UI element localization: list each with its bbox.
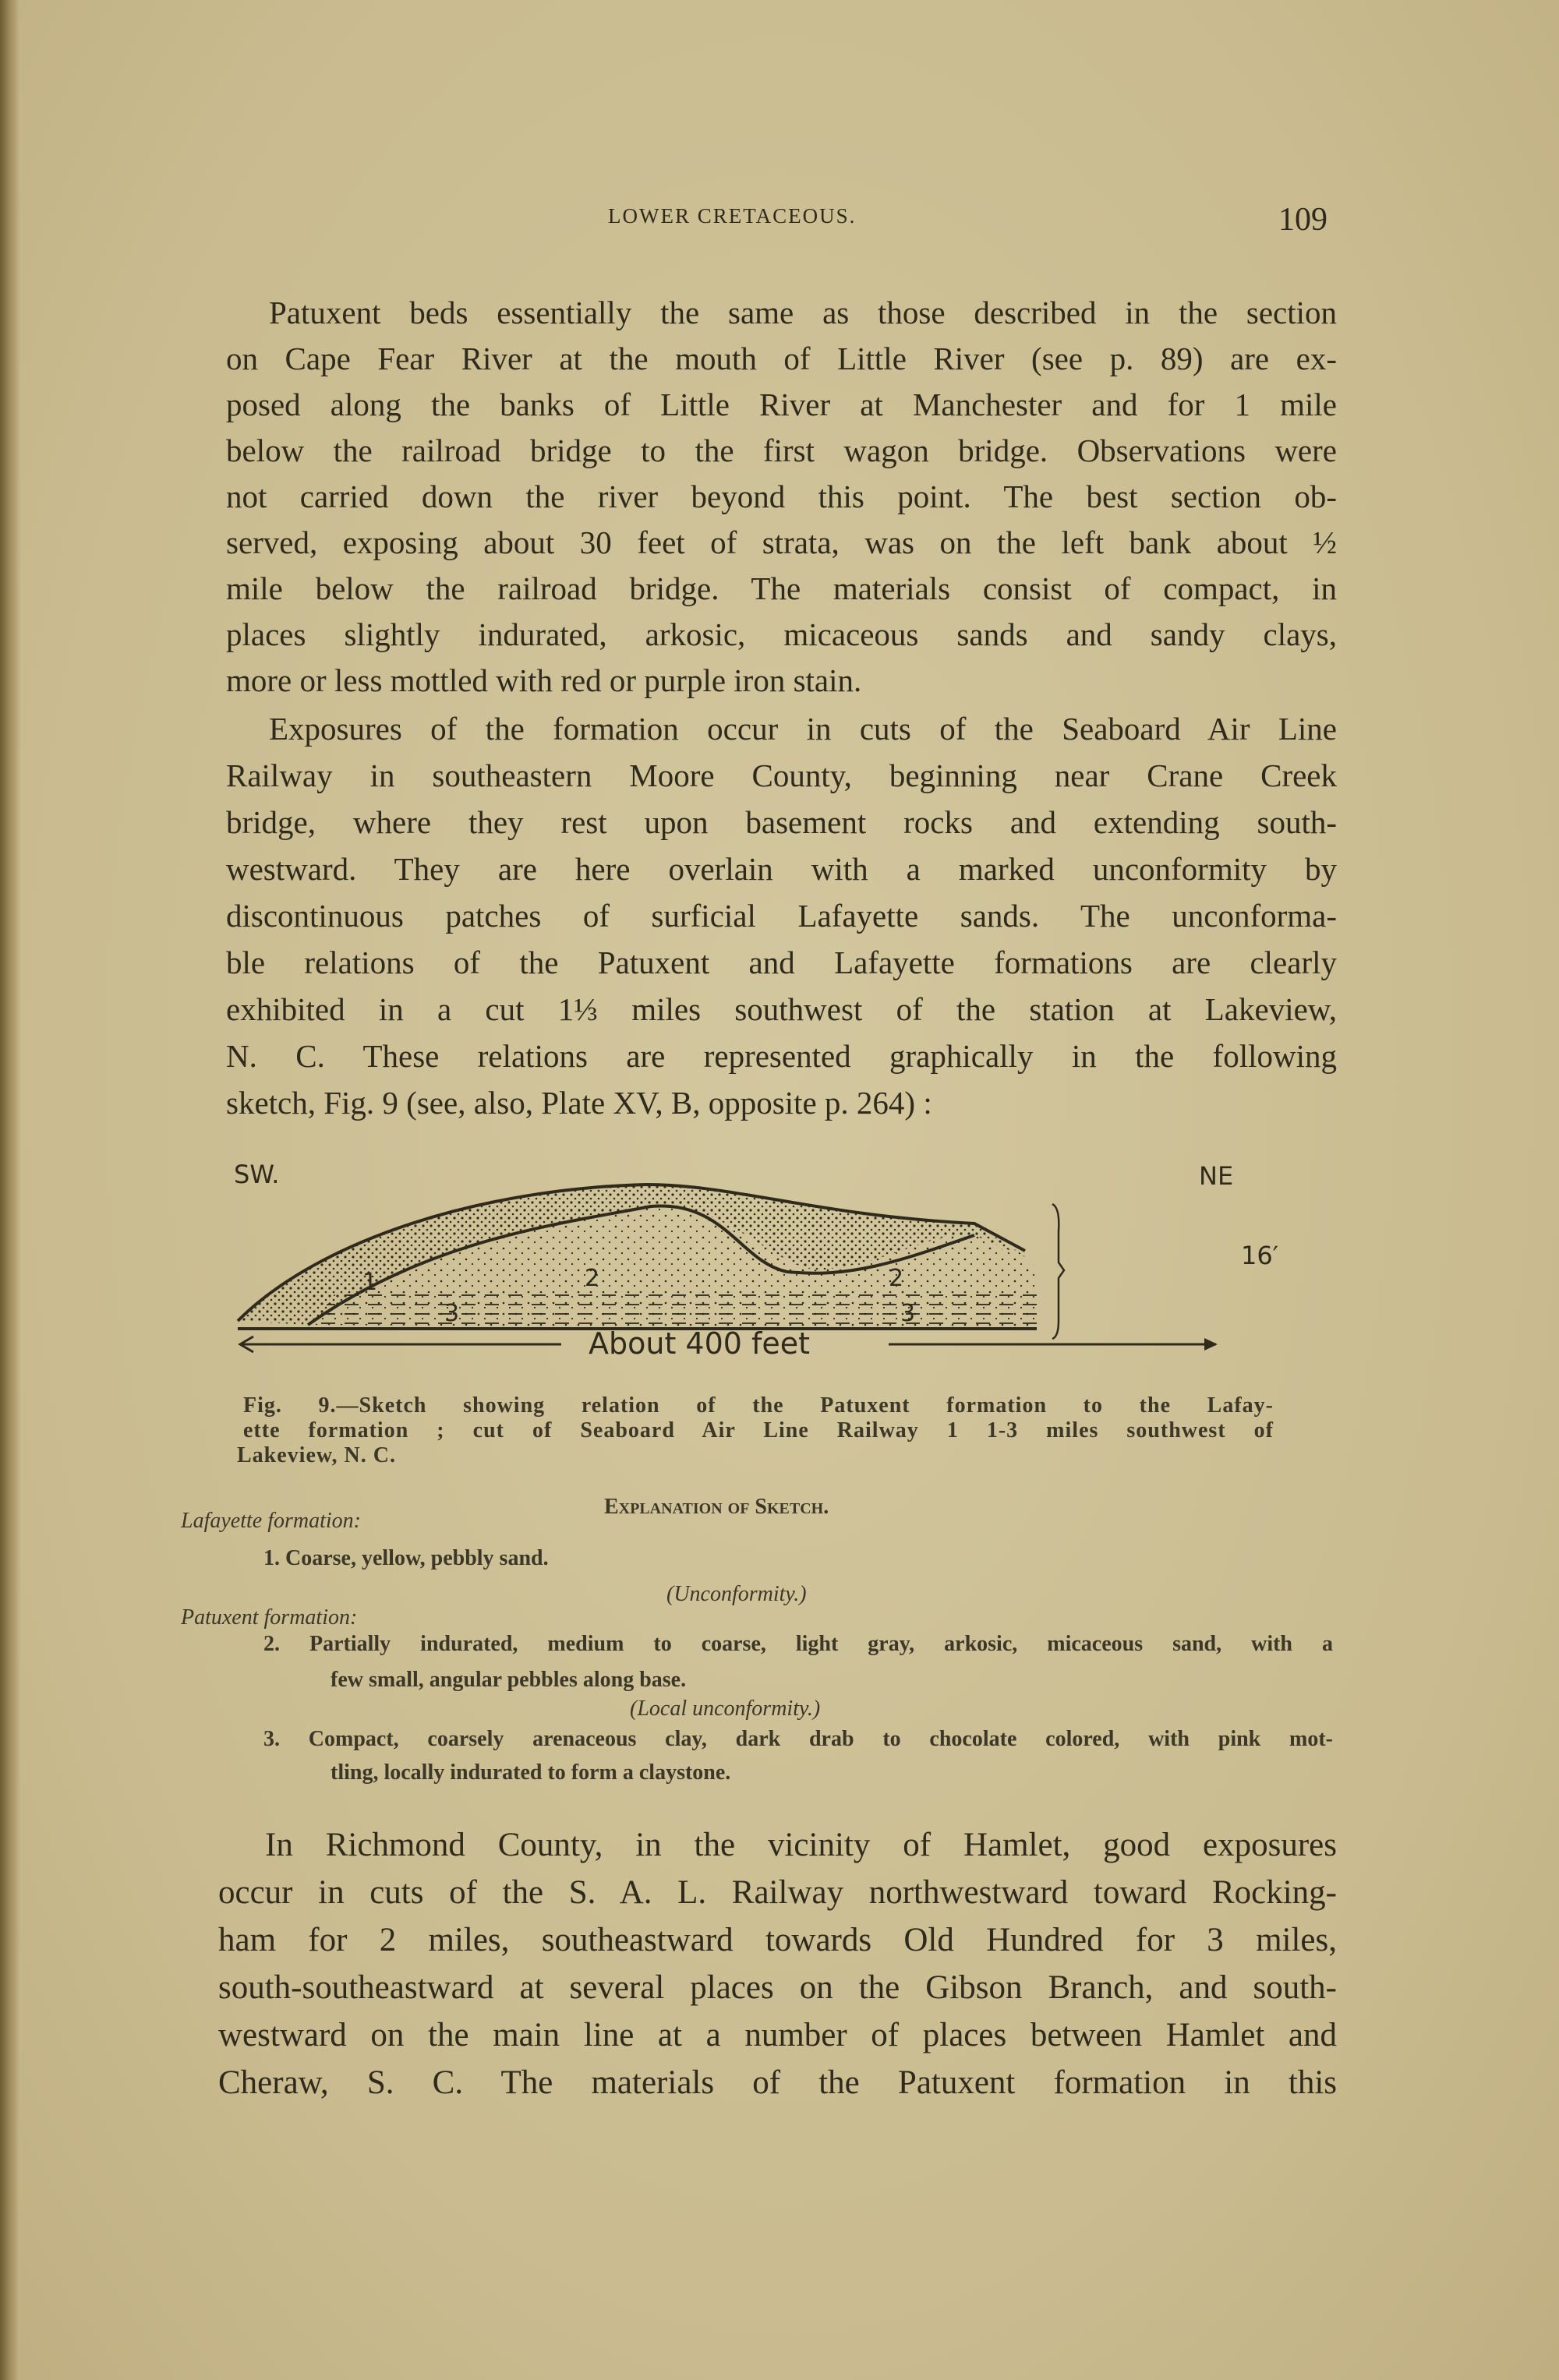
text-line: westward. They are here overlain with a marked unconformity by: [226, 851, 1337, 887]
text-line: below the railroad bridge to the first wagon bridge. Observations were: [226, 433, 1337, 468]
text-line: more or less mottled with red or purple iron stain.: [226, 662, 862, 698]
text-line: ble relations of the Patuxent and Lafayette formations are clearly: [226, 945, 1337, 980]
legend-item-3-continued: tling, locally indurated to form a claystone.: [331, 1760, 731, 1785]
layer-3-patuxent-clay: [308, 1294, 1037, 1329]
layer-label: 1: [362, 1269, 378, 1296]
text-line: discontinuous patches of surficial Lafayette sands. The unconforma-: [226, 898, 1337, 934]
layer-label: 3: [444, 1300, 460, 1327]
text-line: sketch, Fig. 9 (see, also, Plate XV, B, opposite p. 264) :: [226, 1085, 932, 1121]
text-line: mile below the railroad bridge. The materials consist of compact, in: [226, 570, 1337, 606]
legend-item-1: 1. Coarse, yellow, pebbly sand.: [263, 1546, 549, 1570]
height-bracket: [1052, 1204, 1064, 1339]
text-line: westward on the main line at a number of places between Hamlet and: [218, 2017, 1337, 2053]
text-line: [218, 1827, 1337, 1863]
lafayette-heading: Lafayette formation:: [181, 1509, 361, 1533]
text-line: exhibited in a cut 1⅓ miles southwest of the station at Lakeview,: [226, 991, 1337, 1027]
text-line: served, exposing about 30 feet of strata, was on the left bank about ½: [226, 524, 1337, 560]
text-line: places slightly indurated, arkosic, micaceous sands and sandy clays,: [226, 616, 1337, 652]
legend-item-2: 2. Partially indurated, medium to coarse, light gray, arkosic, micaceous sand, with a: [263, 1632, 1333, 1656]
text-line: posed along the banks of Little River at Manchester and for 1 mile: [226, 387, 1337, 422]
layer-label: 2: [889, 1265, 904, 1292]
text-line: Exposures of the formation occur in cuts of the Seaboard Air Line: [269, 711, 1337, 747]
text-line: [226, 295, 1337, 330]
figure-caption-line: Lakeview, N. C.: [237, 1443, 396, 1467]
text-line: Railway in southeastern Moore County, beginning near Crane Creek: [226, 757, 1337, 793]
book-spine-edge: [0, 0, 20, 2380]
running-title: LOWER CRETACEOUS.: [608, 204, 857, 228]
layer-label: 2: [585, 1265, 600, 1292]
text-line: bridge, where they rest upon basement rocks and extending south-: [226, 804, 1337, 840]
patuxent-heading: Patuxent formation:: [181, 1605, 358, 1630]
local-unconformity-note: (Local unconformity.): [630, 1697, 821, 1721]
explanation-heading: Explanation of Sketch.: [604, 1495, 829, 1519]
unconformity-note: (Unconformity.): [666, 1582, 807, 1606]
label-height: 16′: [1241, 1241, 1278, 1270]
text-line-content: In Richmond County, in the vicinity of Hamlet, good exposures: [265, 1827, 1337, 1863]
legend-item-2-continued: few small, angular pebbles along base.: [331, 1668, 687, 1692]
text-line: Cheraw, S. C. The materials of the Patuxent formation in this: [218, 2064, 1337, 2101]
scale-label: About 400 feet: [589, 1326, 811, 1361]
legend-item-3: 3. Compact, coarsely arenaceous clay, dark drab to chocolate colored, with pink mot-: [263, 1727, 1333, 1751]
label-ne: NE: [1199, 1161, 1234, 1191]
layer-label: 3: [900, 1300, 916, 1327]
text-line: south-southeastward at several places on the Gibson Branch, and south-: [218, 1969, 1337, 2006]
text-line: occur in cuts of the S. A. L. Railway northwestward toward Rocking-: [218, 1874, 1337, 1911]
text-line: ham for 2 miles, southeastward towards Old Hundred for 3 miles,: [218, 1922, 1337, 1958]
text-line: on Cape Fear River at the mouth of Little River (see p. 89) are ex-: [226, 341, 1337, 376]
figure-caption-line: Fig. 9.—Sketch showing relation of the Patuxent formation to the Lafay-: [243, 1393, 1274, 1418]
text-line-content: Patuxent beds essentially the same as those described in the section: [269, 295, 1337, 330]
text-line: N. C. These relations are represented graphically in the following: [226, 1038, 1337, 1074]
figure-caption-line: ette formation ; cut of Seaboard Air Line Railway 1 1-3 miles southwest of: [243, 1418, 1274, 1442]
page-number: 109: [1278, 202, 1327, 238]
label-sw: SW.: [234, 1160, 280, 1189]
text-line: not carried down the river beyond this point. The best section ob-: [226, 478, 1337, 514]
